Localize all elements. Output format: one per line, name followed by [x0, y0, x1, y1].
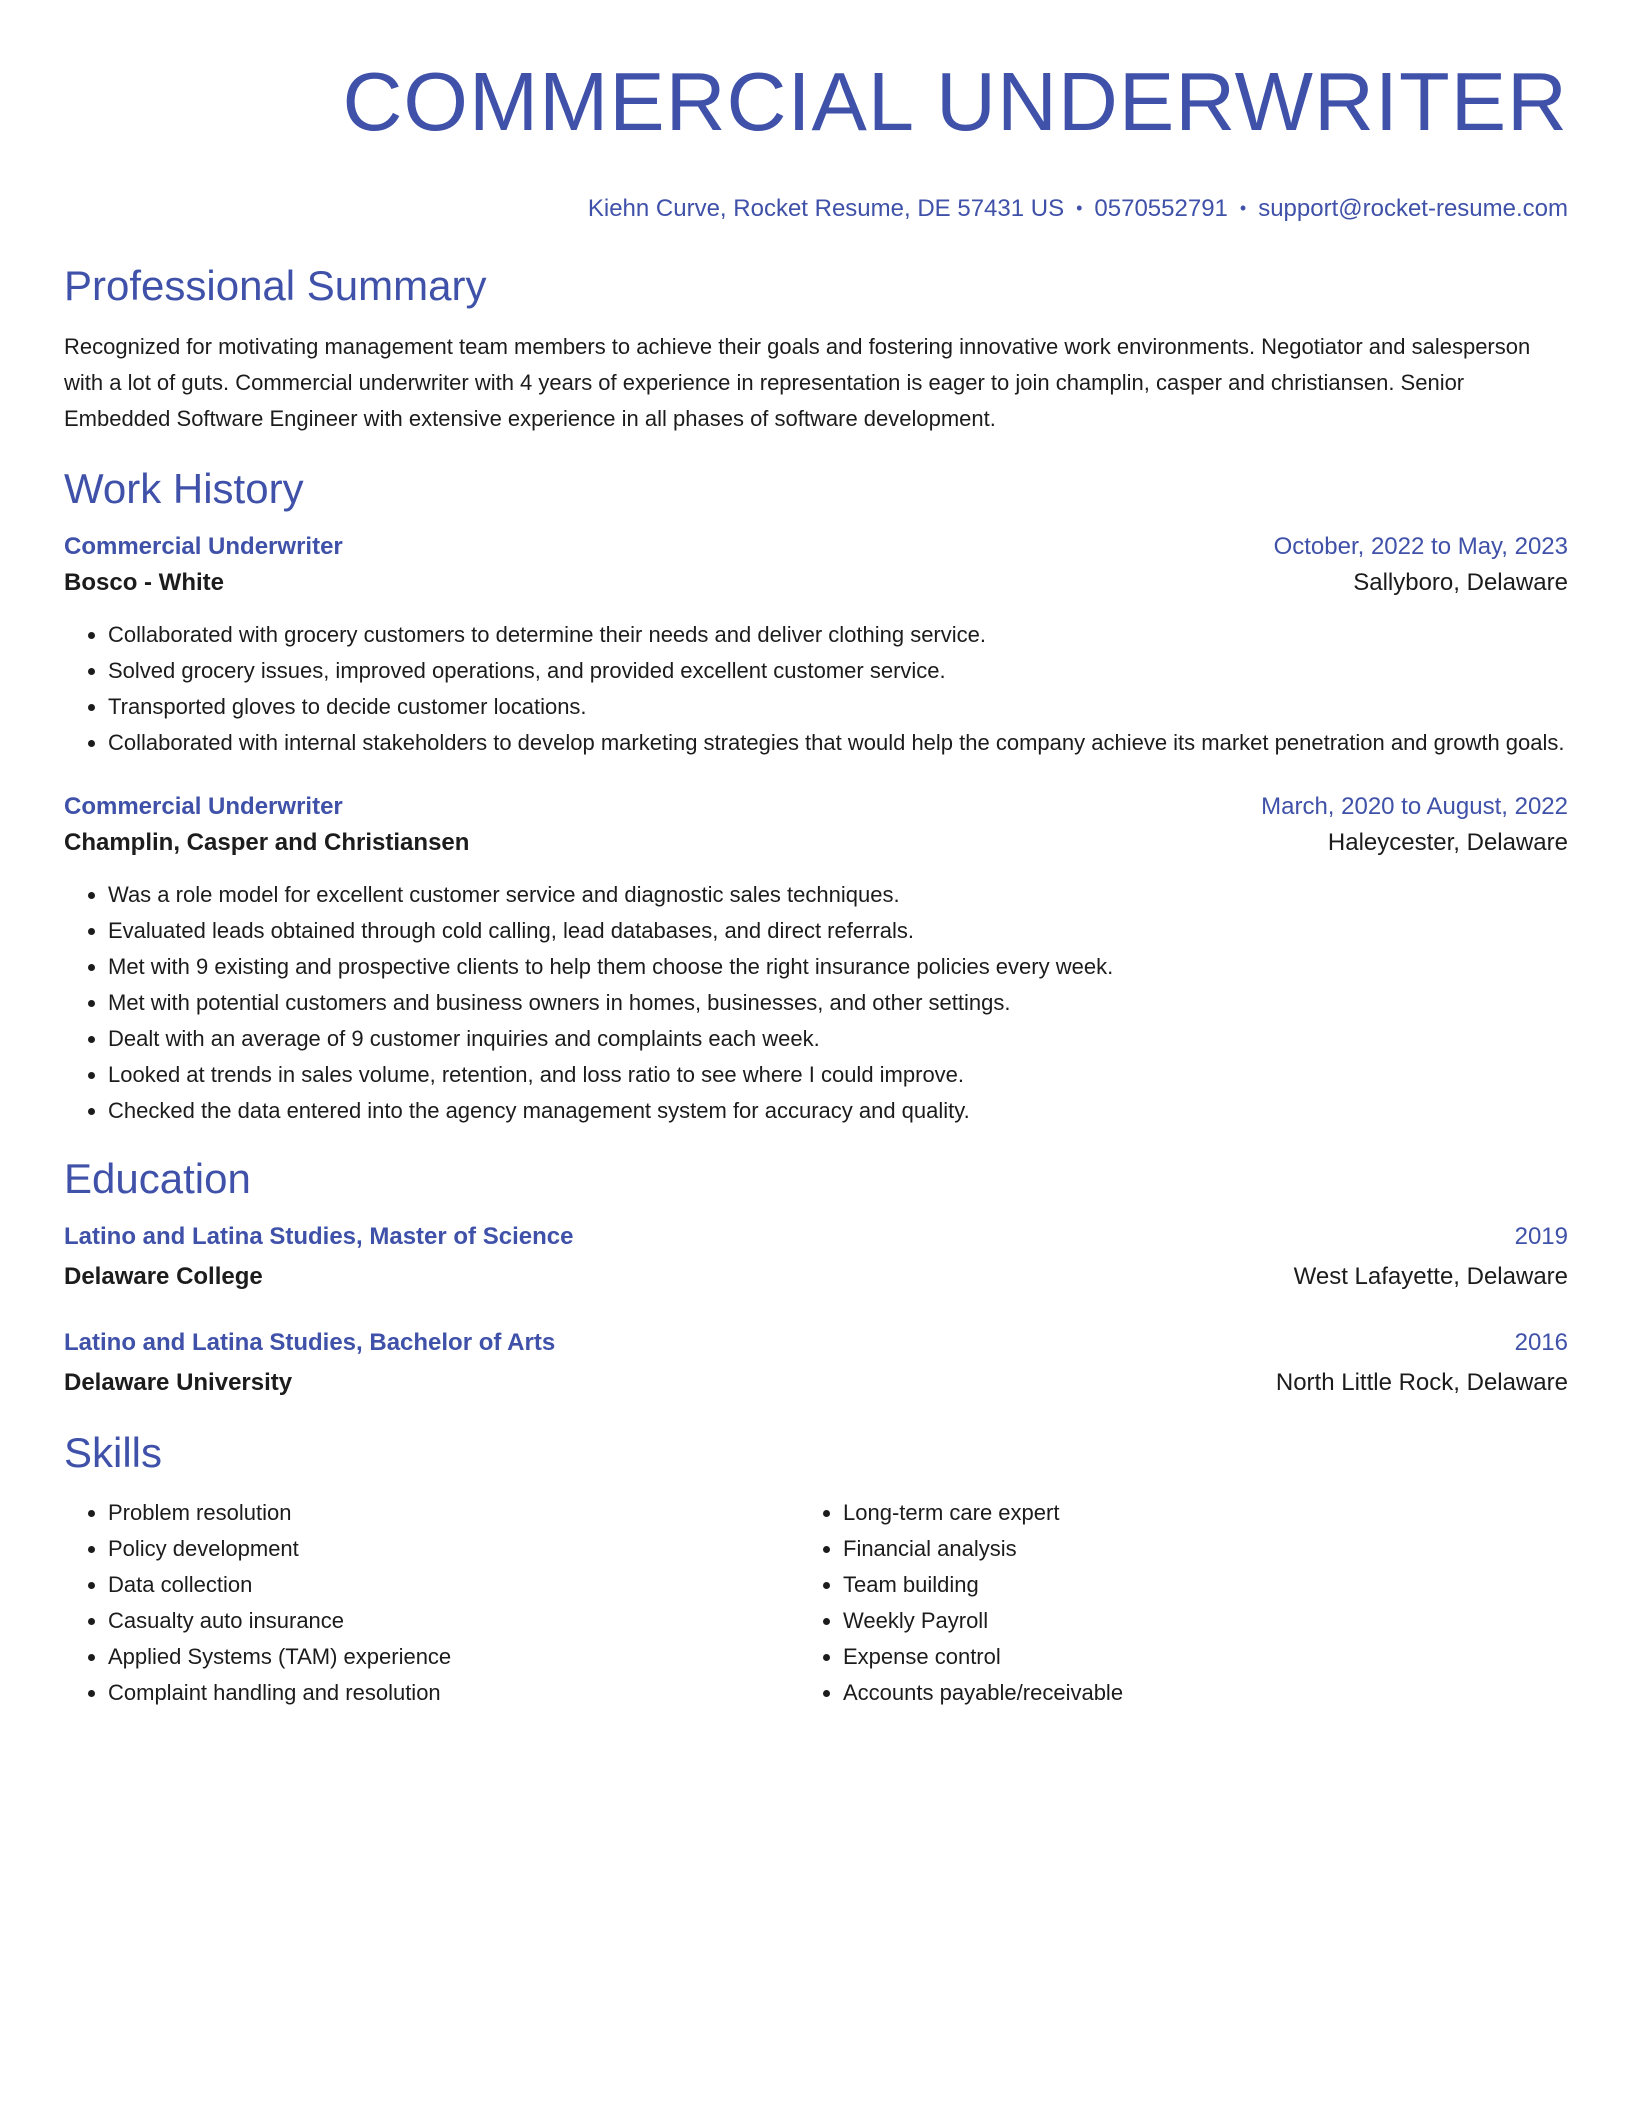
skill-item: • Accounts payable/receivable	[843, 1675, 1534, 1711]
resume-header	[64, 52, 1568, 225]
job-org-row	[64, 565, 1568, 601]
job-entry	[64, 789, 1568, 1129]
skill-item: • Long-term care expert	[843, 1495, 1534, 1531]
degree-name: Latino and Latina Studies, Master of Science	[64, 1223, 574, 1250]
candidate-name: COMMERCIAL UNDERWRITER	[342, 55, 1568, 148]
skill-item: • Data collection	[108, 1567, 799, 1603]
skill-item: • Complaint handling and resolution	[108, 1675, 799, 1711]
education-entry	[64, 1219, 1568, 1295]
contact-email[interactable]: support@rocket-resume.com	[1258, 195, 1568, 222]
summary-text: Recognized for motivating management team members to achieve their goals and fostering innovative work environments. Negotiator and salesperson with a lot of guts. Commercial underwriter with 4 years of experience in representation is eager to join champlin, casper and christiansen. Senior Embedded Software Engineer with extensive experience in all phases of software development.	[64, 334, 1531, 431]
job-location: Sallyboro, Delaware	[1353, 569, 1568, 596]
section-title-skills: Skills	[64, 1429, 163, 1476]
list-item: • Evaluated leads obtained through cold calling, lead databases, and direct referrals.	[108, 913, 1568, 949]
job-title: Commercial Underwriter	[64, 533, 343, 560]
list-item: • Collaborated with grocery customers to determine their needs and deliver clothing service.	[108, 617, 1568, 653]
school-location: North Little Rock, Delaware	[1275, 1369, 1568, 1396]
list-item: • Dealt with an average of 9 customer inquiries and complaints each week.	[108, 1021, 1568, 1057]
contact-phone: 0570552791	[1094, 195, 1228, 222]
school-location: West Lafayette, Delaware	[1293, 1263, 1568, 1290]
skills-column-left	[64, 1495, 799, 1711]
degree-row	[64, 1325, 1568, 1361]
job-org-row	[64, 825, 1568, 861]
job-company: Champlin, Casper and Christiansen	[64, 829, 470, 856]
skill-item: • Policy development	[108, 1531, 799, 1567]
contact-address: Kiehn Curve, Rocket Resume, DE 57431 US	[587, 195, 1065, 222]
job-title-row	[64, 529, 1568, 565]
job-title-row	[64, 789, 1568, 825]
skill-item: • Applied Systems (TAM) experience	[108, 1639, 799, 1675]
graduation-year: 2016	[1514, 1329, 1568, 1356]
skill-item: • Casualty auto insurance	[108, 1603, 799, 1639]
degree-row	[64, 1219, 1568, 1255]
skills-list	[799, 1495, 1534, 1711]
school-name: Delaware College	[64, 1263, 263, 1290]
skills-grid	[64, 1495, 1568, 1711]
section-title-work-history: Work History	[64, 465, 304, 512]
list-item: • Looked at trends in sales volume, retention, and loss ratio to see where I could improve.	[108, 1057, 1568, 1093]
education-entry	[64, 1325, 1568, 1401]
section-title-summary: Professional Summary	[64, 262, 487, 309]
skill-item: • Problem resolution	[108, 1495, 799, 1531]
job-company: Bosco - White	[64, 569, 224, 596]
job-dates: October, 2022 to May, 2023	[1273, 533, 1568, 560]
job-dates: March, 2020 to August, 2022	[1261, 793, 1568, 820]
school-row	[64, 1365, 1568, 1401]
list-item: • Transported gloves to decide customer locations.	[108, 689, 1568, 725]
list-item: • Checked the data entered into the agency management system for accuracy and quality.	[108, 1093, 1568, 1129]
school-name: Delaware University	[64, 1369, 293, 1396]
skills-list	[64, 1495, 799, 1711]
list-item: • Met with 9 existing and prospective clients to help them choose the right insurance policies every week.	[108, 949, 1568, 985]
graduation-year: 2019	[1514, 1223, 1568, 1250]
contact-line	[64, 192, 1568, 225]
school-row	[64, 1259, 1568, 1295]
skill-item: • Weekly Payroll	[843, 1603, 1534, 1639]
list-item: • Was a role model for excellent customer service and diagnostic sales techniques.	[108, 877, 1568, 913]
section-title-education: Education	[64, 1155, 251, 1202]
job-title: Commercial Underwriter	[64, 793, 343, 820]
skill-item: • Team building	[843, 1567, 1534, 1603]
list-item: • Collaborated with internal stakeholders to develop marketing strategies that would help the company achieve its market penetration and growth goals.	[108, 725, 1568, 761]
bullet-separator: •	[1076, 198, 1083, 218]
list-item: • Solved grocery issues, improved operations, and provided excellent customer service.	[108, 653, 1568, 689]
skills-column-right	[799, 1495, 1534, 1711]
bullet-separator: •	[1239, 198, 1247, 218]
skill-item: • Financial analysis	[843, 1531, 1534, 1567]
job-entry	[64, 529, 1568, 761]
job-bullets	[64, 617, 1568, 761]
degree-name: Latino and Latina Studies, Bachelor of Arts	[64, 1329, 556, 1356]
job-location: Haleycester, Delaware	[1327, 829, 1568, 856]
list-item: • Met with potential customers and business owners in homes, businesses, and other settings.	[108, 985, 1568, 1021]
skill-item: • Expense control	[843, 1639, 1534, 1675]
job-bullets	[64, 877, 1568, 1129]
